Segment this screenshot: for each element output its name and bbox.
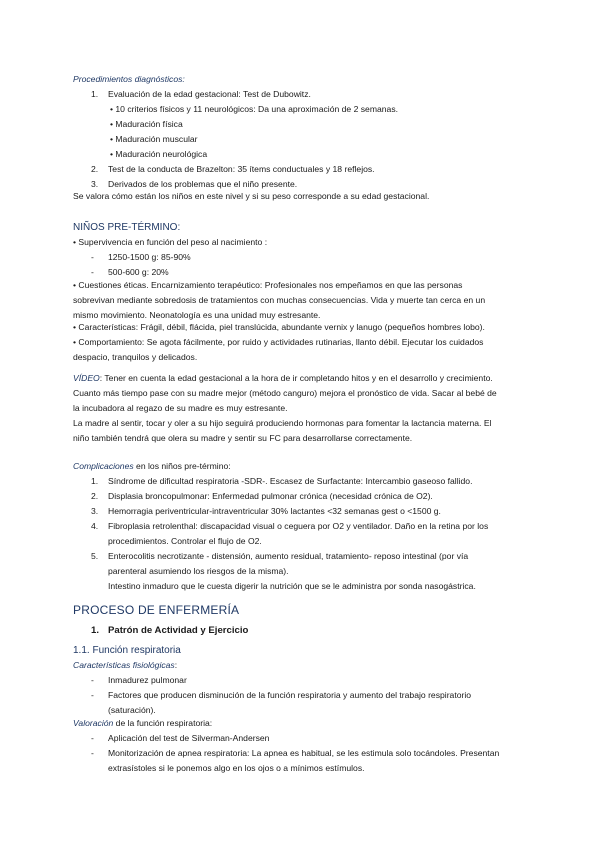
- list-item: - Inmadurez pulmonar: [91, 675, 187, 685]
- respiratory-subheading: 1.1. Función respiratoria: [73, 645, 181, 656]
- list-item: - Aplicación del test de Silverman-Andersen: [91, 733, 270, 743]
- list-item: 2. Test de la conducta de Brazelton: 35 ítems conductuales y 18 reflejos.: [91, 164, 375, 174]
- behaviour-paragraph: • Comportamiento: Se agota fácilmente, por ruido y actividades rutinarias, llanto débil. Ejecutar los cuidados despacio, tranquilos y delicados.: [73, 337, 484, 362]
- valoracion-heading: Valoración de la función respiratoria:: [73, 718, 213, 728]
- bullet-item: • Maduración física: [110, 119, 183, 129]
- valoracion-list: - Aplicación del test de Silverman-Andersen - Monitorización de apnea respiratoria: La apnea es habitual, se les estimula solo tocándoles. Presentan extrasístoles si le ponemos algo en los ojos o a mínimos estímulos.: [73, 731, 533, 776]
- list-item: - Factores que producen disminución de la función respiratoria y aumento del trabajo respiratorio: [91, 690, 472, 700]
- process-title: PROCESO DE ENFERMERÍA: [73, 603, 240, 617]
- list-item: 3. Derivados de los problemas que el niño presente.: [91, 179, 298, 189]
- preterm-heading: NIÑOS PRE-TÉRMINO:: [73, 222, 181, 233]
- characteristics-paragraph: • Características: Frágil, débil, flácida, piel translúcida, abundante vernix y lanugo (pequeños hombres lobo).: [73, 322, 485, 332]
- list-item: 5. Enterocolitis necrotizante - distensión, aumento residual, tratamiento- reposo intestinal (por vía: [91, 551, 469, 561]
- list-item: 1. Síndrome de dificultad respiratoria -SDR-. Escasez de Surfactante: Intercambio gaseoso fallido.: [91, 476, 473, 486]
- video-label: VÍDEO: [73, 373, 100, 383]
- bullet-item: • Maduración neurológica: [110, 149, 208, 159]
- diagnostic-procedures-heading: Procedimientos diagnósticos:: [73, 74, 185, 84]
- diagnostic-list: [73, 87, 533, 192]
- list-item: - 500-600 g: 20%: [91, 267, 169, 277]
- complications-heading: Complicaciones en los niños pre-término:: [73, 461, 231, 471]
- complications-list: 1. Síndrome de dificultad respiratoria -SDR-. Escasez de Surfactante: Intercambio gaseoso fallido. 2. Displasia broncopulmonar: Enfermedad pulmonar crónica (necesidad crónica de O2). 3. Hemorragia periventricular-intraventricular 30% lactantes <32 semanas gest o <1500 g. 4. Fibroplasia retrolenthal: discapacidad visual o ceguera por O2 y ventilador. Daño en la retina por los procedimientos. Controlar el flujo de O2. 5. Enterocolitis necrotizante - distensión, aumento residual, tratamiento- reposo intestinal (por vía parenteral asumiendo los riesgos de la misma). Intestino inmaduro que le cuesta digerir la nutrición que se le administra por sonda nasogástrica.: [73, 474, 533, 594]
- gestational-closing: Se valora cómo están los niños en este nivel y si su peso corresponde a su edad gestacional.: [73, 191, 430, 201]
- list-item: - 1250-1500 g: 85-90%: [91, 252, 191, 262]
- bullet-item: • Maduración muscular: [110, 134, 198, 144]
- physio-list: - Inmadurez pulmonar - Factores que producen disminución de la función respiratoria y aumento del trabajo respiratorio (saturación).: [73, 673, 533, 718]
- survival-list: [73, 250, 533, 280]
- ethics-paragraph: • Cuestiones éticas. Encarnizamiento terapéutico: Profesionales nos empeñamos en que las personas sobrevivan mediante sobredosis de tratamientos con muchas consecuencias. Vida y muerte tan cerca en un mismo movimiento. Neonatología es una unidad muy estresante.: [73, 280, 486, 320]
- list-item: 4. Fibroplasia retrolenthal: discapacidad visual o ceguera por O2 y ventilador. Daño en la retina por los: [91, 521, 489, 531]
- list-item: 1. Evaluación de la edad gestacional: Test de Dubowitz.: [91, 89, 311, 99]
- survival-label: • Supervivencia en función del peso al nacimiento :: [73, 237, 268, 247]
- list-item: 3. Hemorragia periventricular-intraventricular 30% lactantes <32 semanas gest o <1500 g.: [91, 506, 441, 516]
- bullet-item: • 10 criterios físicos y 11 neurológicos: Da una aproximación de 2 semanas.: [110, 104, 399, 114]
- pattern-heading: 1. Patrón de Actividad y Ejercicio: [91, 625, 249, 636]
- list-item: 2. Displasia broncopulmonar: Enfermedad pulmonar crónica (necesidad crónica de O2).: [91, 491, 433, 501]
- physio-heading: Características fisiológicas:: [73, 660, 178, 670]
- list-item: - Monitorización de apnea respiratoria: La apnea es habitual, se les estimula solo tocándoles. Presentan: [91, 748, 500, 758]
- video-paragraph: VÍDEO: Tener en cuenta la edad gestacional a la hora de ir completando hitos y en el desarrollo y crecimiento. Cuanto más tiempo pase con su madre mejor (método canguro) mejora el pronóstico de vida. Sacar al bebé de la incubadora al regazo de su madre es muy estresante. La madre al sentir, tocar y oler a su hijo seguirá produciendo hormonas para fomentar la lactancia materna. El niño también tendrá que olera su madre y sentir su FC para desarrollarse correctamente.: [73, 373, 497, 443]
